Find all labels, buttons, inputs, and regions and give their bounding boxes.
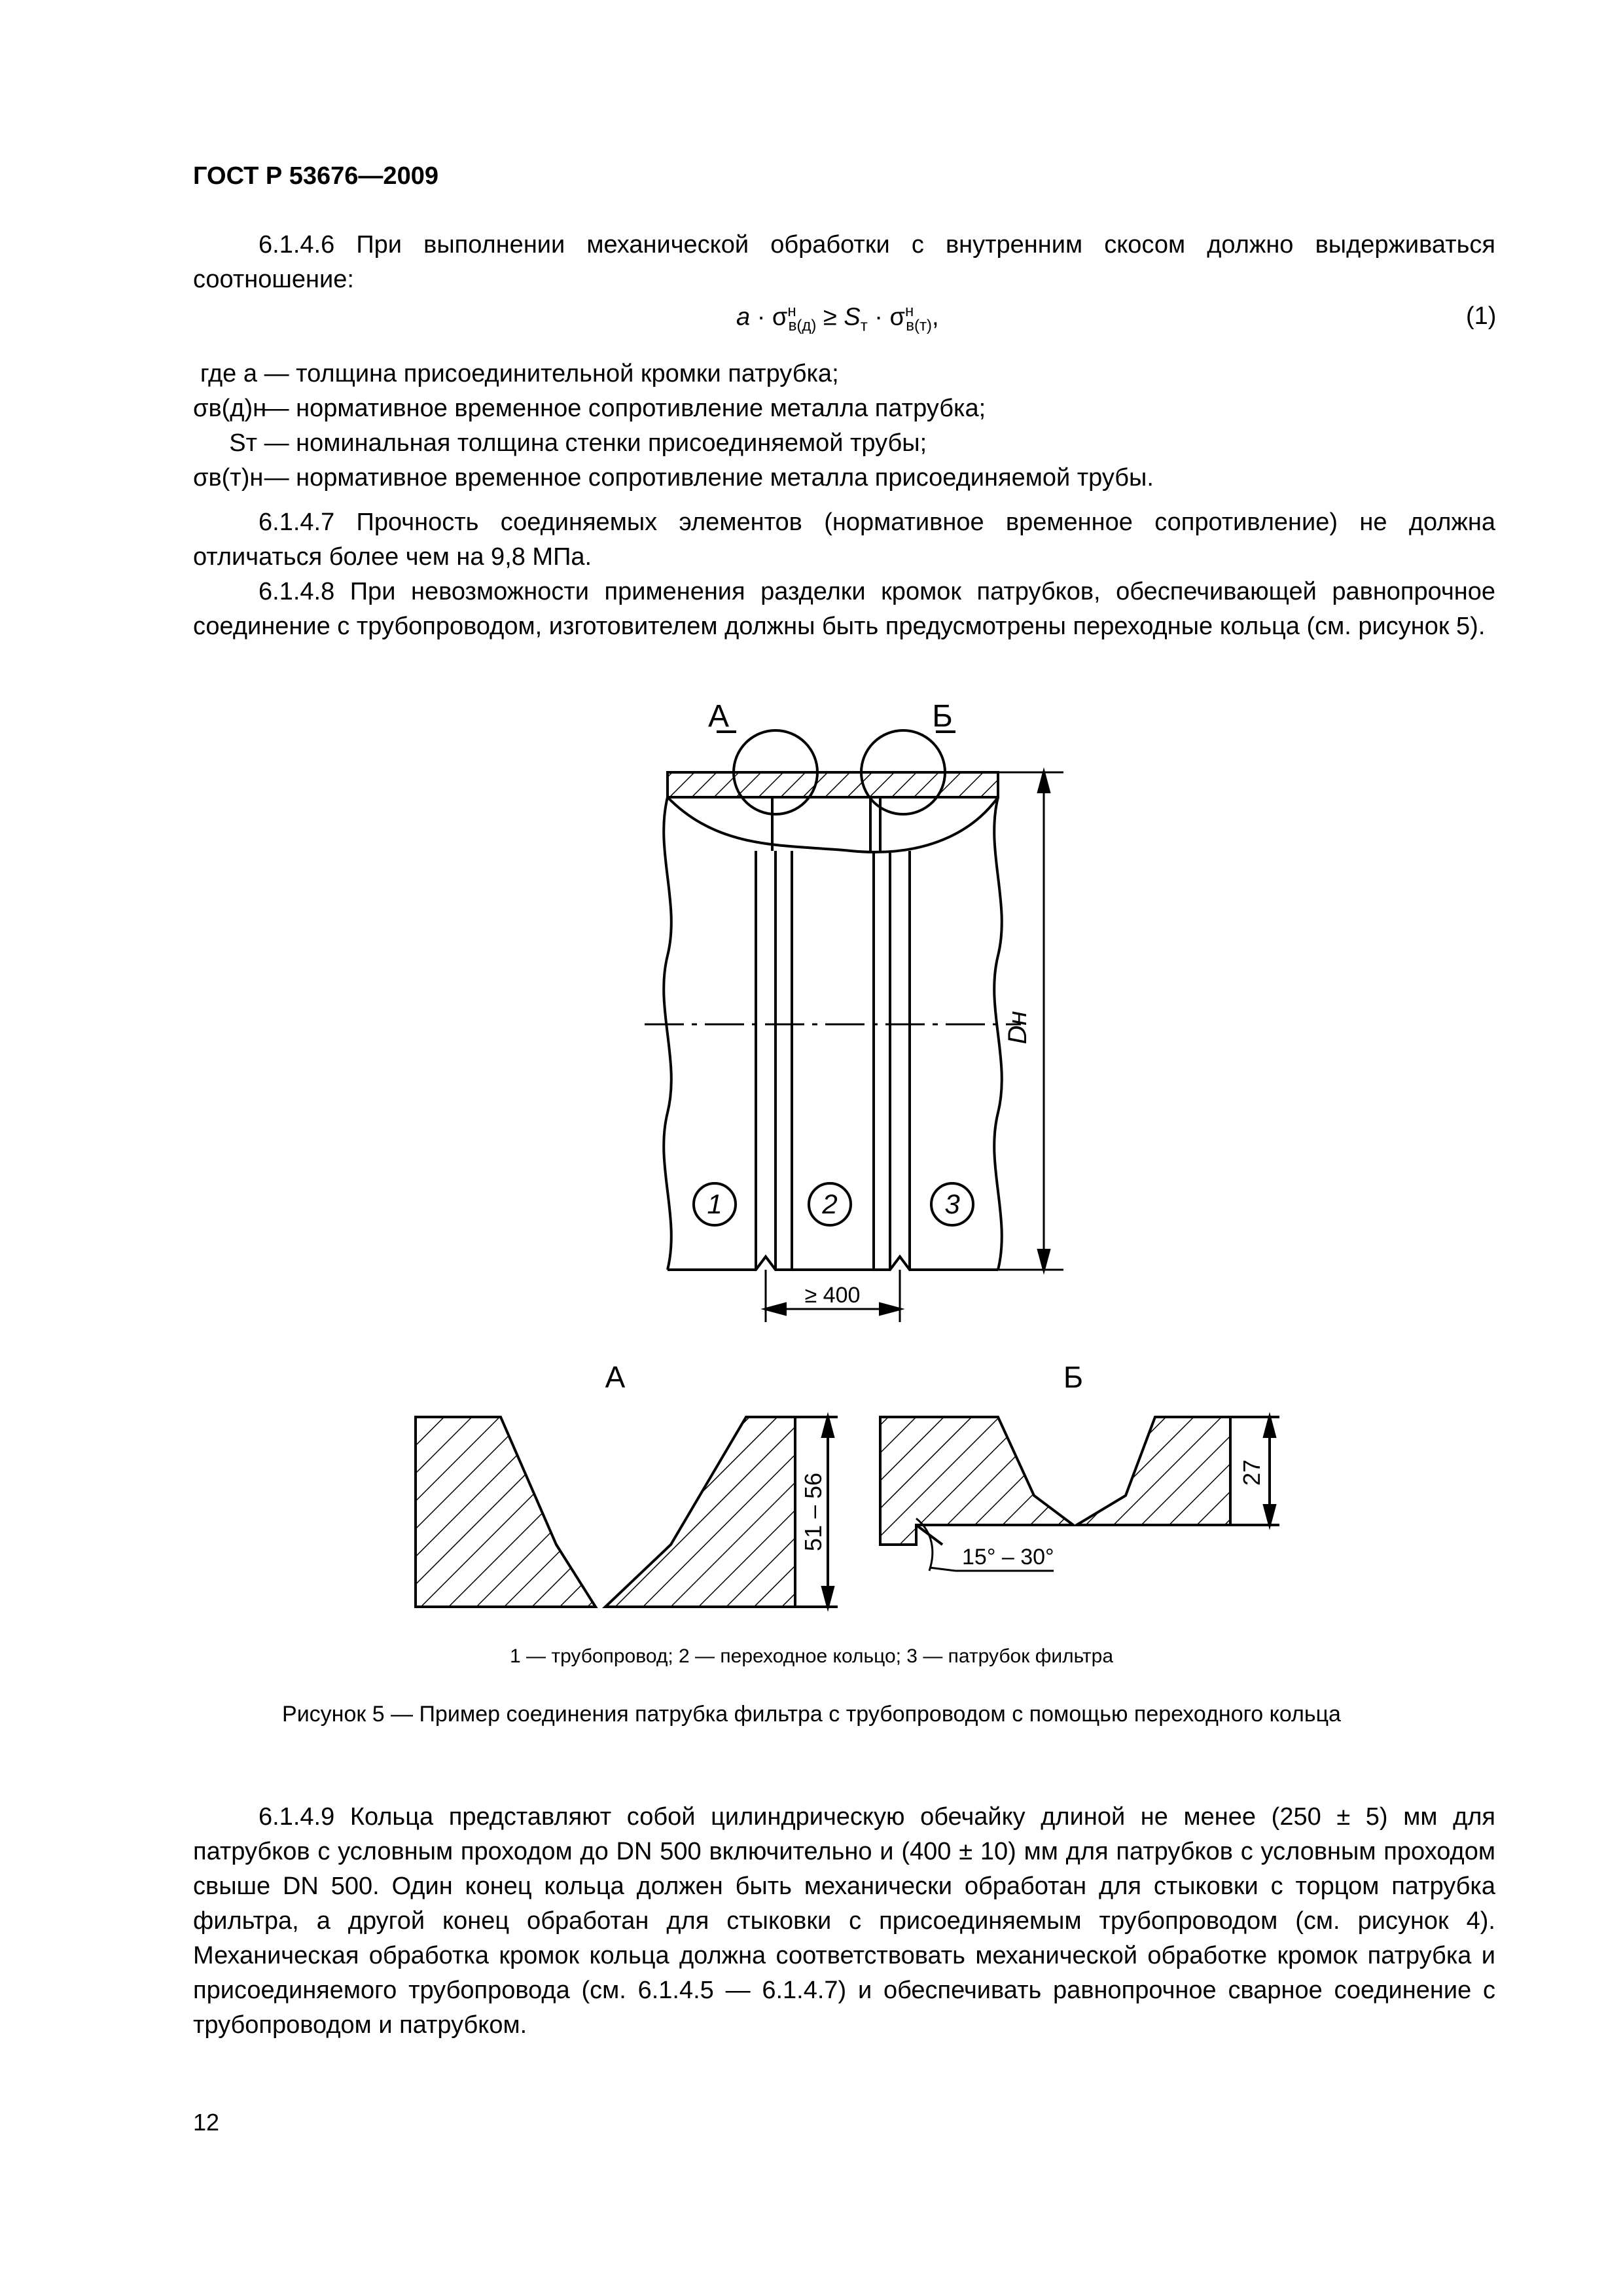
dim-angle: 15° – 30° [962,1545,1054,1570]
paragraph-6-1-4-8: 6.1.4.8 При невозможности применения разделки кромок патрубков, обеспечивающей равнопрочное соединение с трубопроводом, изготовителем должны быть предусмотрены переходные кольца (см. рисунок 5). [193,578,1495,640]
figure-5 [0,681,1623,1636]
detail-a-title: А [605,1360,626,1394]
paragraph-6-1-4-7: 6.1.4.7 Прочность соединяемых элементов (нормативное временное сопротивление) не должна отличаться более чем на 9,8 МПа. [193,509,1495,571]
dim-dn: Dн [1003,1011,1032,1045]
cutaway-line [668,797,998,852]
where-desc: — толщина присоединительной кромки патрубка; [264,360,839,387]
where-item [193,357,1154,391]
where-symbol: Sт [229,429,257,457]
detail-b-title: Б [1063,1360,1084,1394]
break-line-right [994,797,1002,1270]
document-header: ГОСТ Р 53676—2009 [193,162,438,190]
pipe-bottom [668,1257,998,1270]
figure-caption: Рисунок 5 — Пример соединения патрубка фильтра с трубопроводом с помощью переходного кольца [282,1702,1341,1727]
equation-1: $a \cdot \sigma^н_{в(д)} \ge S_т \cdot \sigma^н_{в(т)}$, [736,302,939,335]
where-desc: — нормативное временное сопротивление металла присоединяемой трубы. [264,464,1154,492]
where-desc: — номинальная толщина стенки присоединяемой трубы; [264,429,927,457]
where-symbol: где a [200,360,257,387]
dim-a: 51 – 56 [800,1472,827,1552]
part-1-number: 1 [707,1189,722,1219]
pipe-assembly [645,730,1063,1322]
pipe-wall [668,772,998,797]
dim-b: 27 [1238,1459,1265,1486]
where-item [193,426,1154,461]
detail-b [880,1417,1279,1571]
dim-length: ≥ 400 [804,1283,861,1308]
paragraph-6-1-4-9: 6.1.4.9 Кольца представляют собой цилиндрическую обечайку длиной не менее (250 ± 5) мм для патрубков с условным проходом до DN 500 включительно и (400 ± 10) мм для патрубков с условным проходом свыше DN 500. Один конец кольца должен быть механически обработан для стыковки с торцом патрубка фильтра, а другой конец обработан для стыковки с присоединяемым трубопроводом (см. рисунок 4). Механическая обработка кромок кольца должна соответствовать механической обработке кромок патрубка и присоединяемого трубопровода (см. 6.1.4.5 — 6.1.4.7) и обеспечивать равнопрочное сварное соединение с трубопроводом и патрубком. [193,1803,1495,2039]
where-desc: — нормативное временное сопротивление металла патрубка; [264,395,986,422]
break-line-left [664,797,671,1270]
page-number: 12 [193,2109,220,2136]
part-2-number: 2 [822,1189,838,1219]
equation-number: (1) [1466,302,1497,330]
where-symbol: σв(т)н [193,464,264,492]
where-symbol: σв(д)н [193,395,267,422]
detail-a [416,1417,838,1607]
paragraph-6-1-4-6: 6.1.4.6 При выполнении механической обработки с внутренним скосом должно выдерживаться соотношение: [193,231,1495,293]
figure-key: 1 — трубопровод; 2 — переходное кольцо; 3 — патрубок фильтра [509,1645,1114,1667]
where-item [193,391,1154,426]
label-a: А [707,699,730,734]
where-list [193,357,1154,495]
part-3-number: 3 [944,1189,960,1219]
where-item [193,461,1154,495]
label-b: Б [932,699,953,734]
